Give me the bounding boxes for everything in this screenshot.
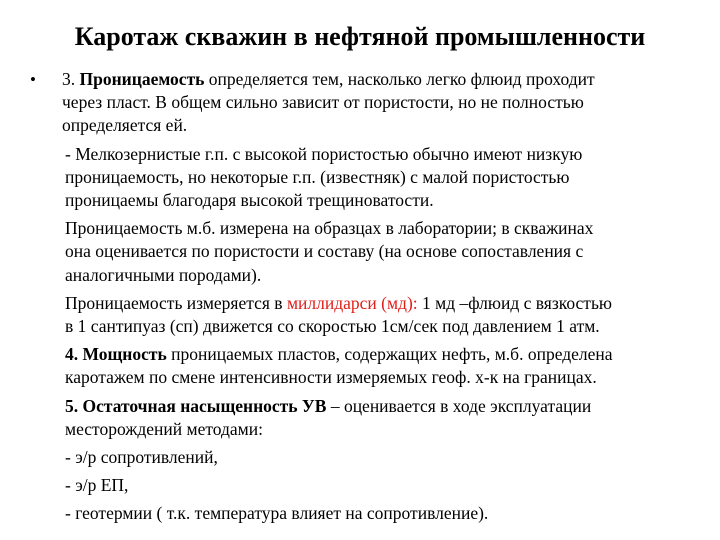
text-line: Проницаемость м.б. измерена на образцах в лаборатории; в скважинах (65, 218, 594, 239)
methods-list (62, 446, 702, 526)
text-line: через пласт. В общем сильно зависит от пористости, но не полностью (62, 92, 584, 113)
list-item: - э/р ЕП, (65, 475, 129, 496)
text-line: - Мелкозернистые г.п. с высокой пористостью обычно имеют низкую (65, 143, 583, 164)
text-line: проницаемы благодаря высокой трещиноватости. (65, 190, 434, 211)
text-line: она оценивается по пористости и составу (на основе сопоставления с (65, 241, 584, 262)
text-line (62, 68, 702, 91)
text-line (65, 395, 702, 418)
paragraph-permeability (62, 68, 702, 138)
paragraph-thickness (62, 343, 702, 389)
bullet-marker: • (30, 70, 36, 89)
paragraph-fine-grained (62, 143, 702, 213)
term-residual-saturation: 5. Остаточная насыщенность УВ (65, 395, 327, 416)
text-fragment: 1 мд –флюид с вязкостью (417, 292, 613, 313)
slide-title: Каротаж скважин в нефтяной промышленности (74, 22, 646, 51)
text-line (65, 292, 702, 315)
paragraph-measurement (62, 217, 702, 287)
list-item: - геотермии ( т.к. температура влияет на сопротивление). (65, 503, 489, 524)
text-line: определяется ей. (62, 115, 188, 136)
text-line: аналогичными породами). (65, 264, 262, 285)
slide-body (62, 68, 702, 526)
text-fragment: определяется тем, насколько легко флюид проходит (204, 69, 595, 89)
term-permeability: Проницаемость (79, 69, 205, 89)
text-fragment: Проницаемость измеряется в (65, 292, 287, 313)
text-line: проницаемость, но некоторые г.п. (известняк) с малой пористостью (65, 166, 570, 187)
text-line (65, 343, 702, 366)
text-fragment: – оценивается в ходе эксплуатации (326, 395, 592, 416)
text-line: каротажем по смене интенсивности измеряемых геоф. х-к на границах. (65, 367, 597, 388)
text-line: в 1 сантипуаз (сп) движется со скоростью 1см/сек под давлением 1 атм. (65, 316, 600, 337)
list-item: - э/р сопротивлений, (65, 447, 218, 468)
term-millidarcy: миллидарси (мд): (286, 292, 418, 313)
paragraph-millidarcy (62, 292, 702, 338)
text-fragment: проницаемых пластов, содержащих нефть, м.б. определена (166, 344, 613, 365)
paragraph-residual-saturation (62, 395, 702, 441)
term-thickness: 4. Мощность (65, 344, 167, 365)
text-line: месторождений методами: (65, 418, 263, 439)
item-number: 3. (62, 69, 80, 89)
